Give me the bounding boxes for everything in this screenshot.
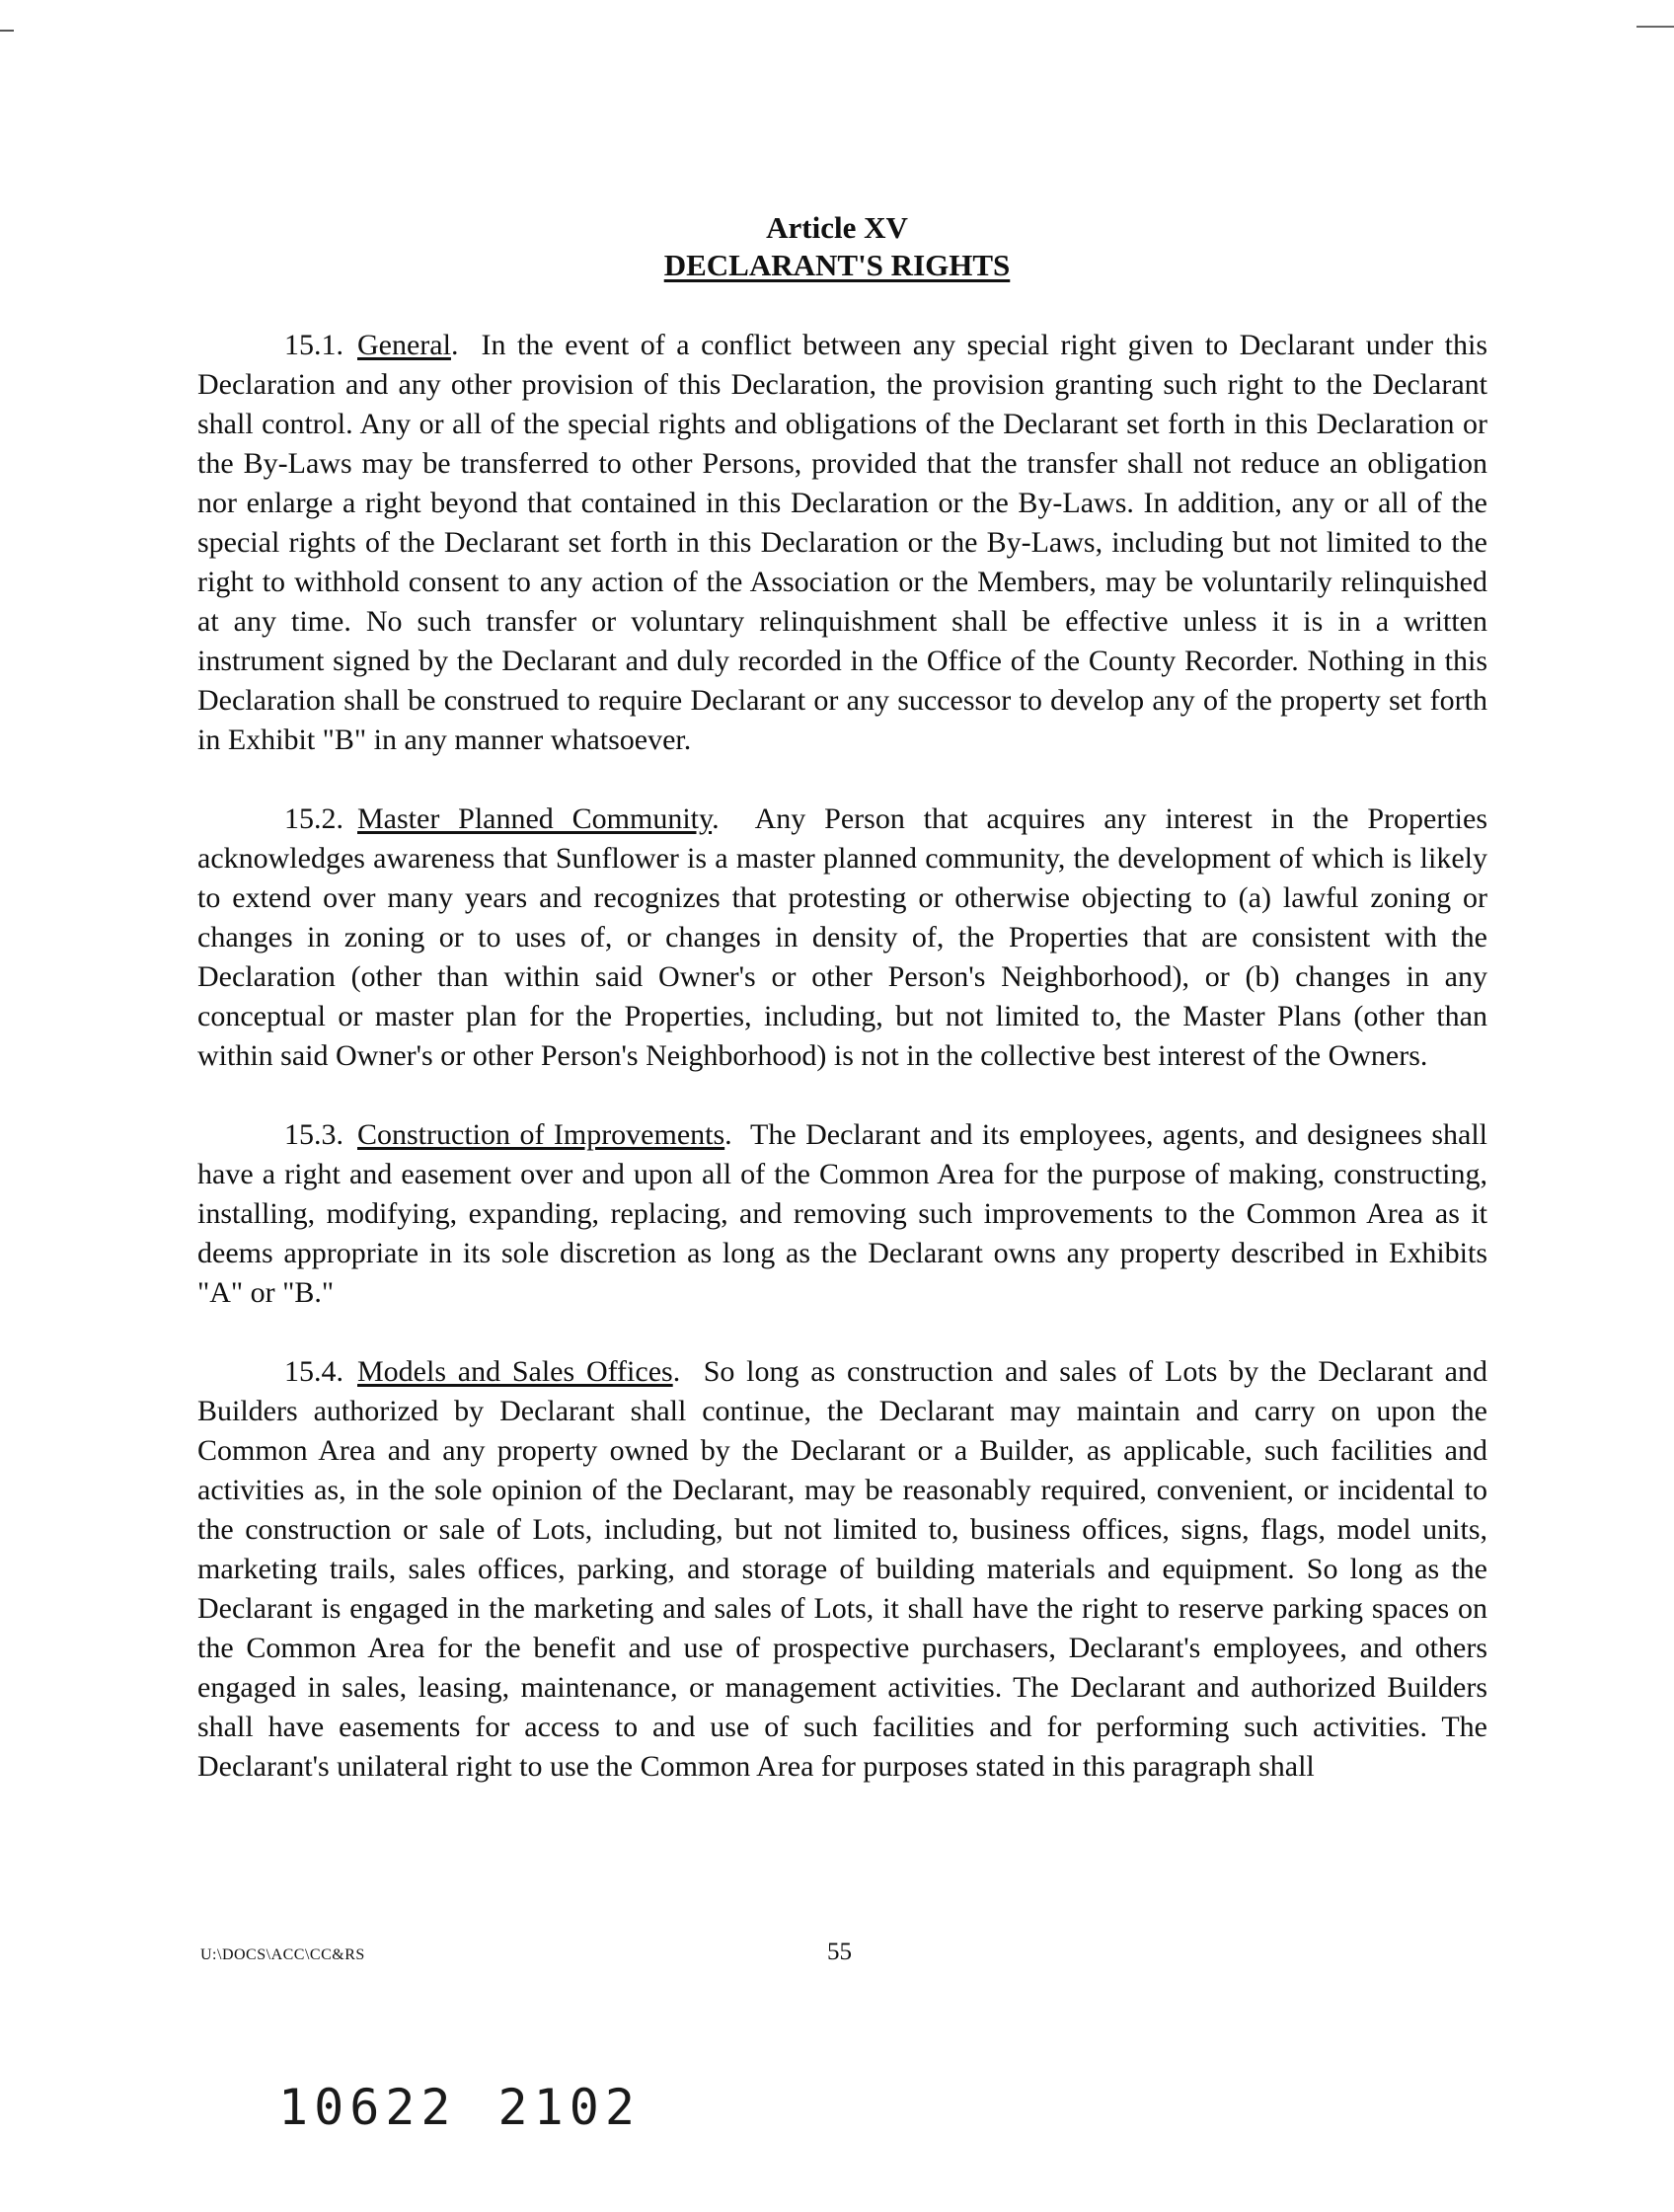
section-text: So long as construction and sales of Lots by the Declarant and Builders authorized by Declarant shall continue, the Declarant may maintain and carry on upon the Common Area and any property owned by the Declarant or a Builder, as applicable, such facilities and activities as, in the sole opinion of the Declarant, may be reasonably required, convenient, or incidental to the construction or sale of Lots, including, but not limited to, business offices, signs, flags, model units, marketing trails, sales offices, parking, and storage of building materials and equipment. So long as the Declarant is engaged in the marketing and sales of Lots, it shall have the right to reserve parking spaces on the Common Area for the benefit and use of prospective purchasers, Declarant's employees, and others engaged in sales, leasing, maintenance, or management activities. The Declarant and authorized Builders shall have easements for access to and use of such facilities and for performing such activities. The Declarant's unilateral right to use the Common Area for purposes stated in this paragraph shall xyxy=(197,1355,1487,1783)
page-number: 55 xyxy=(827,1939,852,1965)
section-number: 15.3. xyxy=(284,1118,343,1151)
section-15-3: 15.3. Construction of Improvements. The Declarant and its employees, agents, and designees shall have a right and easement over and upon all of the Common Area for the purpose of making, constructing, installing, modifying, expanding, replacing, and removing such improvements to the Common Area as it deems appropriate in its sole discretion as long as the Declarant owns any property described in Exhibits "A" or "B." xyxy=(197,1118,1487,1309)
section-number: 15.2. xyxy=(284,802,343,835)
section-15-2: 15.2. Master Planned Community. Any Person that acquires any interest in the Properties acknowledges awareness that Sunflower is a master planned community, the development of which is likely to extend over many years and recognizes that protesting or otherwise objecting to (a) lawful zoning or changes in zoning or to uses of, or changes in density of, the Properties that are consistent with the Declaration (other than within said Owner's or other Person's Neighborhood), or (b) changes in any conceptual or master plan for the Properties, including, but not limited to, the Master Plans (other than within said Owner's or other Person's Neighborhood) is not in the collective best interest of the Owners. xyxy=(197,802,1487,1072)
scan-edge-mark-left xyxy=(0,30,14,32)
scan-edge-mark-right xyxy=(1636,26,1674,28)
article-title: DECLARANT'S RIGHTS xyxy=(663,248,1011,282)
section-15-4: 15.4. Models and Sales Offices. So long as construction and sales of Lots by the Declarant and Builders authorized by Declarant shall continue, the Declarant may maintain and carry on upon the Common Area and any property owned by the Declarant or a Builder, as applicable, such facilities and activities as, in the sole opinion of the Declarant, may be reasonably required, convenient, or incidental to the construction or sale of Lots, including, but not limited to, business offices, signs, flags, model units, marketing trails, sales offices, parking, and storage of building materials and equipment. So long as the Declarant is engaged in the marketing and sales of Lots, it shall have the right to reserve parking spaces on the Common Area for the benefit and use of prospective purchasers, Declarant's employees, and others engaged in sales, leasing, maintenance, or management activities. The Declarant and authorized Builders shall have easements for access to and use of such facilities and for performing such activities. The Declarant's unilateral right to use the Common Area for purposes stated in this paragraph shall xyxy=(197,1355,1487,1783)
footer-file-path: U:\DOCS\ACC\CC&RS xyxy=(200,1946,365,1963)
section-15-1: 15.1. General. In the event of a conflict between any special right given to Declarant under this Declaration and any other provision of this Declaration, the provision granting such right to the Declarant shall control. Any or all of the special rights and obligations of the Declarant set forth in this Declaration or the By-Laws may be transferred to other Persons, provided that the transfer shall not reduce an obligation nor enlarge a right beyond that contained in this Declaration or the By-Laws. In addition, any or all of the special rights of the Declarant set forth in this Declaration or the By-Laws, including but not limited to the right to withhold consent to any action of the Association or the Members, may be voluntarily relinquished at any time. No such transfer or voluntary relinquishment shall be effective unless it is in a written instrument signed by the Declarant and duly recorded in the Office of the County Recorder. Nothing in this Declaration shall be construed to require Declarant or any successor to develop any of the property set forth in Exhibit "B" in any manner whatsoever. xyxy=(197,329,1487,756)
section-number: 15.4. xyxy=(284,1355,343,1388)
recording-stamp xyxy=(278,2079,641,2136)
section-number: 15.1. xyxy=(284,329,343,361)
recording-page-number: 2102 xyxy=(497,2079,641,2136)
section-title: Master Planned Community xyxy=(357,802,713,835)
section-title: Models and Sales Offices xyxy=(357,1355,673,1388)
section-title: Construction of Improvements xyxy=(357,1118,725,1151)
section-text: In the event of a conflict between any special right given to Declarant under this Declaration and any other provision of this Declaration, the provision granting such right to the Declarant shall control. Any or all of the special rights and obligations of the Declarant set forth in this Declaration or the By-Laws may be transferred to other Persons, provided that the transfer shall not reduce an obligation nor enlarge a right beyond that contained in this Declaration or the By-Laws. In addition, any or all of the special rights of the Declarant set forth in this Declaration or the By-Laws, including but not limited to the right to withhold consent to any action of the Association or the Members, may be voluntarily relinquished at any time. No such transfer or voluntary relinquishment shall be effective unless it is in a written instrument signed by the Declarant and duly recorded in the Office of the County Recorder. Nothing in this Declaration shall be construed to require Declarant or any successor to develop any of the property set forth in Exhibit "B" in any manner whatsoever. xyxy=(197,329,1487,756)
recording-book-number: 10622 xyxy=(278,2079,457,2136)
article-heading xyxy=(0,209,1674,284)
section-text: Any Person that acquires any interest in the Properties acknowledges awareness that Sunflower is a master planned community, the development of which is likely to extend over many years and recognizes that protesting or otherwise objecting to (a) lawful zoning or changes in zoning or to uses of, or changes in density of, the Properties that are consistent with the Declaration (other than within said Owner's or other Person's Neighborhood), or (b) changes in any conceptual or master plan for the Properties, including, but not limited to, the Master Plans (other than within said Owner's or other Person's Neighborhood) is not in the collective best interest of the Owners. xyxy=(197,802,1487,1072)
section-title: General xyxy=(357,329,451,361)
article-label: Article XV xyxy=(766,210,908,245)
article-body xyxy=(197,326,1487,1826)
section-text: The Declarant and its employees, agents, and designees shall have a right and easement over and upon all of the Common Area for the purpose of making, constructing, installing, modifying, expanding, replacing, and removing such improvements to the Common Area as it deems appropriate in its sole discretion as long as the Declarant owns any property described in Exhibits "A" or "B." xyxy=(197,1118,1487,1309)
